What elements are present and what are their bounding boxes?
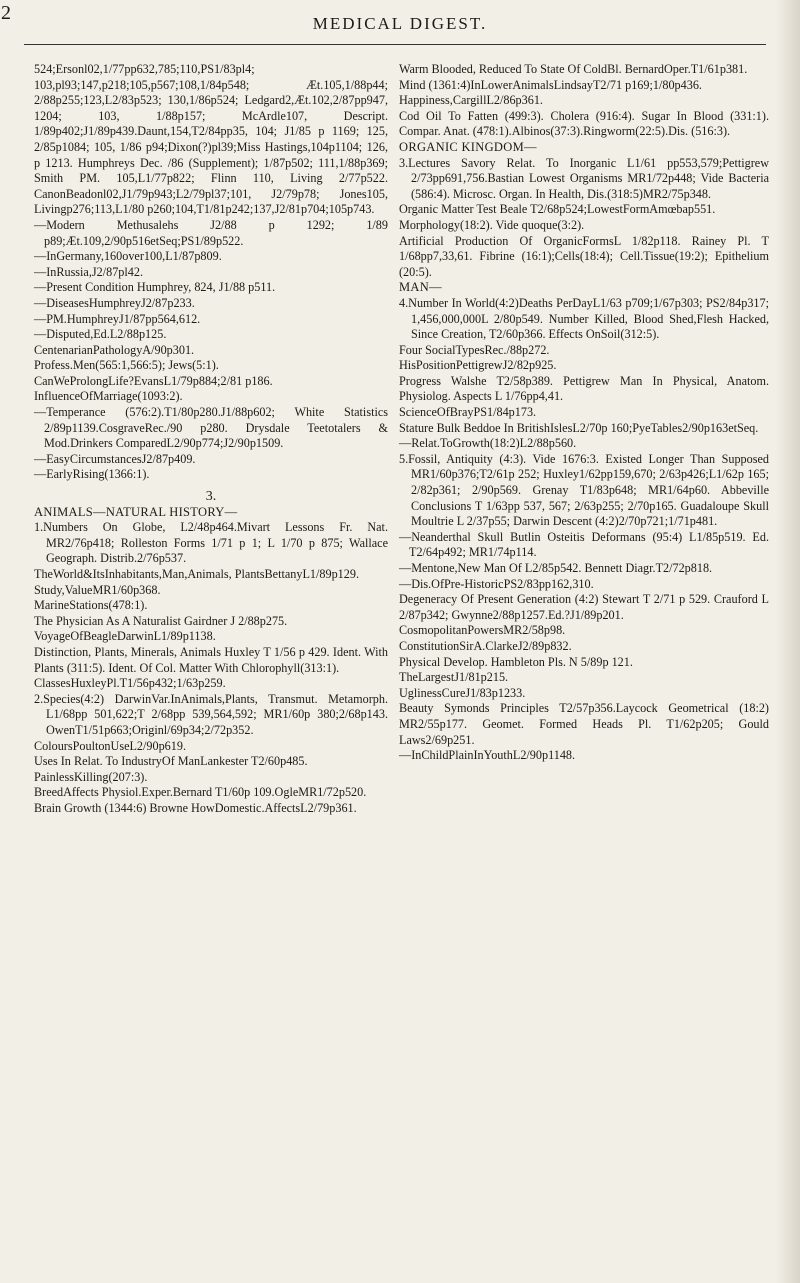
index-entry: UglinessCureJ1/83p1233. [399,685,526,700]
index-entry: CentenarianPathologyA/90p301. [34,342,195,357]
index-entry: TheLargestJ1/81p215. [399,670,509,685]
index-entry: CosmopolitanPowersMR2/58p98. [399,623,566,638]
index-entry: 5.Fossil, Antiquity (4:3). Vide 1676:3. Existed Longer Than Supposed MR1/60p376;T2/61p 252; Huxley1/62pp159,670; 2/63p426;L1/62p 165; 2/82p361; 2/90p569. Grenay T1/83p648; MR1/64p60. Abbeville Conclusions T 1/63pp 537, 567; 2/63p255; 2/70p165. Guadaloupe Skull Moultrie L 2/37p55; Darwin Descent (4:2)2/70p721;1/71p481. [399,451,769,529]
running-title: MEDICAL DIGEST. [312,14,488,33]
index-entry: InfluenceOfMarriage(1093:2). [34,389,183,404]
index-entry: VoyageOfBeagleDarwinL1/89p1138. [34,629,216,644]
index-entry: —Mentone,New Man Of L2/85p542. Bennett Diagr.T2/72p818. [399,561,713,575]
right-entries [399,62,769,764]
index-entry: Morphology(18:2). Vide quoque(3:2). [399,217,585,232]
index-entry: Brain Growth (1344:6) Browne HowDomestic.AffectsL2/79p361. [34,800,357,815]
index-heading: MAN— [399,280,442,295]
index-entry: —InChildPlainInYouthL2/90p1148. [399,748,576,763]
index-entry: Beauty Symonds Principles T2/57p356.Laycock Geometrical (18:2) MR2/55p177. Geomet. Formed Heads Pl. T1/62p205; Gould Laws2/69p251. [399,701,769,747]
page-edge-shadow [776,0,800,1283]
index-entry: Cod Oil To Fatten (499:3). Cholera (916:4). Sugar In Blood (331:1). Compar. Anat. (478:1).Albinos(37:3).Ringworm(22:5).Dis. (516:3). [399,108,769,139]
index-entry: —Present Condition Humphrey, 824, J1/88 p511. [34,280,276,295]
index-entry: 1.Numbers On Globe, L2/48p464.Mivart Lessons Fr. Nat. MR2/76p418; Rolleston Forms 1/71 p 1; L 1/70 p 875; Wallace Geograph. Distrib.2/76p537. [34,520,388,566]
index-entry: —Relat.ToGrowth(18:2)L2/88p560. [399,436,577,451]
index-entry: PainlessKilling(207:3). [34,769,148,784]
index-entry: —Temperance (576:2).T1/80p280.J1/88p602; White Statistics 2/89p1139.CosgraveRec./90 p280. Drysdale Teetotalers & Mod.Drinkers ComparedL2/90p774;J2/90p1509. [34,405,388,451]
index-entry: Warm Blooded, Reduced To State Of ColdBl. BernardOper.T1/61p381. [399,62,748,76]
section-title: ANIMALS—NATURAL HISTORY— [34,504,238,519]
index-entry: Uses In Relat. To IndustryOf ManLankester T2/60p485. [34,754,308,769]
index-entry: ScienceOfBrayPS1/84p173. [399,405,537,420]
index-entry: —DiseasesHumphreyJ2/87p233. [34,295,195,310]
index-entry: Profess.Men(565:1,566:5); Jews(5:1). [34,358,219,373]
index-heading: ORGANIC KINGDOM— [399,139,537,154]
index-entry: MarineStations(478:1). [34,598,148,613]
index-entry: —EasyCircumstancesJ2/87p409. [34,451,196,466]
index-entry: BreedAffects Physiol.Exper.Bernard T1/60p 109.OgleMR1/72p520. [34,785,367,800]
section-number: 3. [205,489,217,505]
index-entry: Distinction, Plants, Minerals, Animals Huxley T 1/56 p 429. Ident. With Plants (311:5). Ident. Of Col. Matter With Chlorophyll(313:1). [34,644,388,675]
index-entry: Mind (1361:4)InLowerAnimalsLindsayT2/71 p169;1/80p436. [399,77,702,92]
index-entry: Happiness,CargillL2/86p361. [399,93,543,108]
page-number: 2 [1,2,11,24]
index-entry: —Disputed,Ed.L2/88p125. [34,327,167,342]
left-entries-2 [34,520,388,816]
index-entry: 4.Number In World(4:2)Deaths PerDayL1/63 p709;1/67p303; PS2/84p317; 1,456,000,000L 2/80p549. Number Killed, Blood Shed,Flesh Hacked, Since Creation, T2/60p366. Effects OnSoil(312:5). [399,295,769,342]
index-entry: HisPositionPettigrewJ2/82p925. [399,358,557,373]
index-entry: —Neanderthal Skull Butlin Osteitis Deformans (95:4) L1/85p519. Ed. T2/64p492; MR1/74p114. [399,529,769,560]
index-entry: —InGermany,160over100,L1/87p809. [34,249,222,264]
header-rule [24,44,766,45]
index-entry: The Physician As A Naturalist Gairdner J 2/88p275. [34,613,288,628]
index-entry: 524;Ersonl02,1/77pp632,785;110,PS1/83pl4; 103,pl93;147,p218;105,p567;108,1/84p548; Æt.105,1/88p44; 2/88p255;123,L2/83p523; 130,1/86p524; Ledgard2,Æt.102,2/87pp947, 1204; 103, 1/88p157; McArdle107, Descript. 1/89p402;J1/89p439.Daunt,154,T2/84pp35, 104; J1/85 p 1169; 125, 2/85p1084; 105, 1/86 p94;Dixon(?)pl39;Miss Hastings,104p1104; 126, p 1213. Humphreys Dec. /86 (Supplement); 1/87p502; 111,1/88p369; Smith PM. 105,L1/77p822; Flinn 110, Living 2/77p522. CanonBeadonl02,J1/79p943;L2/79pl37;101, J2/79p78; Jones105, Livingp276;113,L1/80 p260;104,T1/81p242;137,J2/81p704;105p743. [34,62,388,217]
index-entry: ColoursPoultonUseL2/90p619. [34,738,187,753]
index-entry: ClassesHuxleyPl.T1/56p432;1/63p259. [34,676,226,691]
index-entry: Stature Bulk Beddoe In BritishIslesL2/70p 160;PyeTables2/90p163etSeq. [399,420,759,435]
index-entry: Artificial Production Of OrganicFormsL 1/82p118. Rainey Pl. T 1/68pp7,33,61. Fibrine (16:1);Cells(18:4); Cell.Tissue(19:2); Epithelium (20:5). [399,233,769,279]
left-entries [34,62,388,483]
index-entry: 2.Species(4:2) DarwinVar.InAnimals,Plants, Transmut. Metamorph. L1/68pp 501,622;T 2/68pp 539,564,592; MR1/60p 380;2/68p143. OwenT1/51p663;Originl/69p34;2/72p352. [34,691,388,737]
index-entry: ConstitutionSirA.ClarkeJ2/89p832. [399,638,572,653]
index-entry: TheWorld&ItsInhabitants,Man,Animals, PlantsBettanyL1/89p129. [34,567,359,581]
index-entry: —InRussia,J2/87pl42. [34,264,144,279]
index-entry: 3.Lectures Savory Relat. To Inorganic L1/61 pp553,579;Pettigrew 2/73pp691,756.Bastian Lowest Organisms MR1/72p448; Vide Bacteria (586:4). Microsc. Organ. In Health, Dis.(318:5)MR2/75p348. [399,155,769,201]
index-entry: Study,ValueMR1/60p368. [34,582,161,597]
index-entry: Progress Walshe T2/58p389. Pettigrew Man In Physical, Anatom. Physiolog. Aspects L 1/76pp4,41. [399,373,769,404]
index-entry: Organic Matter Test Beale T2/68p524;LowestFormAmœbap551. [399,202,716,217]
index-entry: Four SocialTypesRec./88p272. [399,342,550,357]
index-entry: —PM.HumphreyJ1/87pp564,612. [34,311,201,326]
index-entry: Physical Develop. Hambleton Pls. N 5/89p 121. [399,654,633,669]
index-entry: Degeneracy Of Present Generation (4:2) Stewart T 2/71 p 529. Crauford L 2/87p342; Gwynne2/88p1257.Ed.?J1/89p201. [399,592,769,622]
index-entry: CanWeProlongLife?EvansL1/79p884;2/81 p186. [34,373,273,388]
right-column [399,62,769,764]
left-column [34,62,388,817]
index-entry: —Dis.OfPre-HistoricPS2/83pp162,310. [399,576,594,591]
index-entry: —Modern Methusalehs J2/88 p 1292; 1/89 p89;Æt.109,2/90p516etSeq;PS1/89p522. [34,217,388,248]
index-entry: —EarlyRising(1366:1). [34,467,150,482]
